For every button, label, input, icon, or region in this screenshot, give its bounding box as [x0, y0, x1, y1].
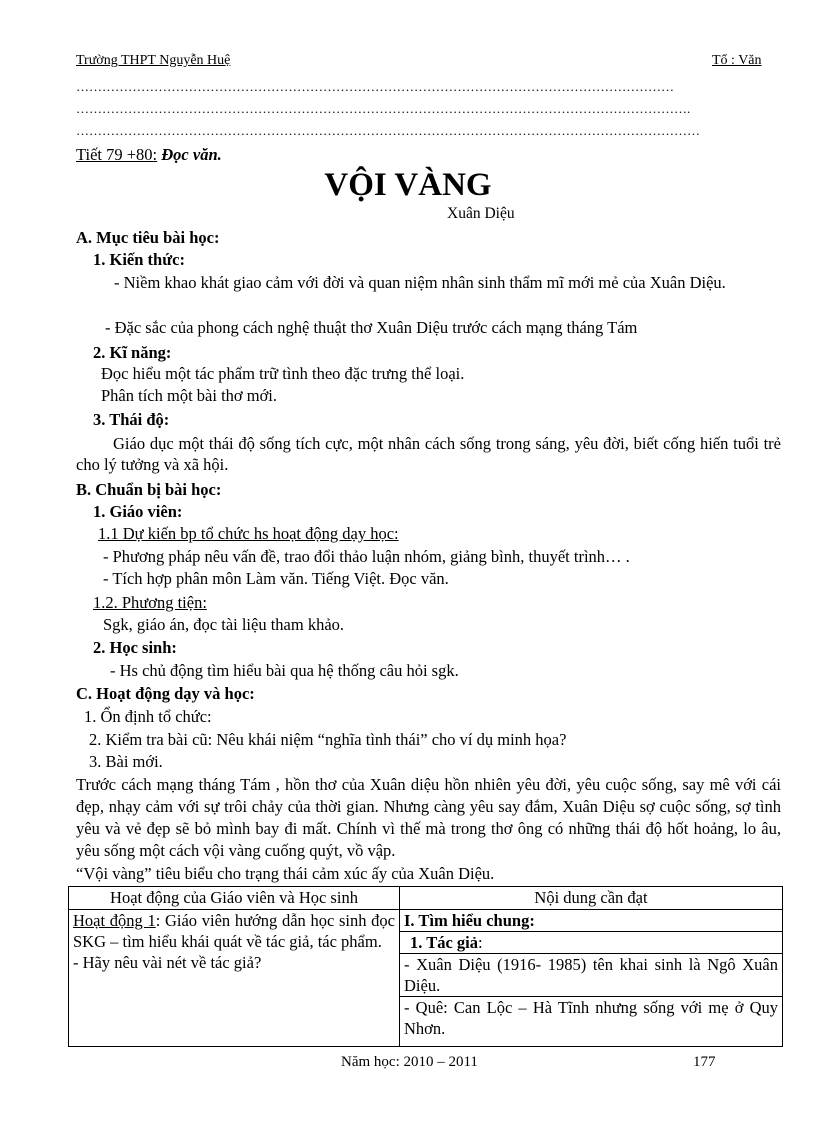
- student-item-1: - Hs chủ động tìm hiểu bài qua hệ thống câu hỏi sgk.: [110, 661, 459, 680]
- col-content-header: Nội dung cần đạt: [400, 887, 783, 910]
- col-activities-header: Hoạt động của Giáo viên và Học sinh: [69, 887, 400, 910]
- attitude-item-1: Giáo dục một thái độ sống tích cực, một nhân cách sống trong sáng, yêu đời, biết cống hiến tuổi trẻ cho lý tưởng và xã hội.: [76, 434, 781, 474]
- poem-title: VỘI VÀNG: [324, 167, 492, 203]
- dotted-line-1: …………………………………………………………………………………………………………………………: [76, 80, 674, 94]
- section-c-heading: C. Hoạt động dạy và học:: [76, 684, 255, 703]
- teacher-plan-heading: 1.1 Dự kiến bp tổ chức hs hoạt động dạy học:: [98, 524, 399, 543]
- poem-author: Xuân Diệu: [447, 205, 515, 222]
- lesson-subject: Đọc văn.: [161, 145, 222, 164]
- content-cell: [400, 910, 783, 1047]
- table-header-row: [69, 887, 783, 910]
- knowledge-heading: 1. Kiến thức:: [93, 250, 185, 269]
- content-item-1: - Xuân Diệu (1916- 1985) tên khai sinh là Ngô Xuân Diệu.: [400, 954, 782, 997]
- section-b-heading: B. Chuẩn bị bài học:: [76, 480, 222, 499]
- teacher-plan-item-2: - Tích hợp phân môn Làm văn. Tiếng Việt. Đọc văn.: [103, 569, 449, 588]
- attitude-heading: 3. Thái độ:: [93, 410, 170, 429]
- intro-paragraph: Trước cách mạng tháng Tám , hồn thơ của Xuân diệu hồn nhiên yêu đời, yêu cuộc sống, say mê với cái đẹp, nhạy cảm với sự trôi chảy của thời gian. Nhưng càng yêu say đắm, Xuân Diệu sợ cuộc sống, sợ tình yêu và vẻ đẹp sẽ bỏ mình bay đi mất. Chính vì thế mà trong thơ ông có những thái độ hốt hoảng, lo âu, yêu sống một cách vội vàng cuống quýt, vồ vập.: [76, 775, 781, 860]
- author-subheading: 1. Tác giả: [410, 933, 478, 952]
- step-1: 1. Ổn định tổ chức:: [84, 707, 212, 726]
- skills-heading: 2. Kĩ năng:: [93, 343, 172, 362]
- knowledge-item-2: - Đặc sắc của phong cách nghệ thuật thơ Xuân Diệu trước cách mạng tháng Tám: [105, 318, 638, 337]
- step-3: 3. Bài mới.: [89, 752, 163, 771]
- activity-question: - Hãy nêu vài nét về tác giả?: [73, 953, 262, 972]
- content-item-2: - Quê: Can Lộc – Hà Tĩnh nhưng sống với mẹ ở Quy Nhơn.: [404, 998, 778, 1038]
- teacher-plan-item-1: - Phương pháp nêu vấn đề, trao đổi thảo luận nhóm, giảng bình, thuyết trình… .: [103, 547, 630, 566]
- teacher-tools-heading: 1.2. Phương tiện:: [93, 593, 207, 612]
- activity-label: Hoạt động 1: [73, 911, 156, 930]
- content-heading: I. Tìm hiểu chung:: [400, 910, 782, 932]
- lesson-period: [76, 145, 222, 165]
- dotted-line-3: ………………………………………………………………………………………………………………………………: [76, 124, 700, 138]
- intro-closing: “Vội vàng” tiêu biểu cho trạng thái cảm xúc ấy của Xuân Diệu.: [76, 864, 495, 883]
- activity-table: [68, 886, 783, 1047]
- table-row: [69, 910, 783, 1047]
- student-heading: 2. Học sinh:: [93, 638, 177, 657]
- teacher-tools-item-1: Sgk, giáo án, đọc tài liệu tham khảo.: [103, 615, 345, 634]
- skills-item-1: Đọc hiểu một tác phẩm trữ tình theo đặc trưng thể loại.: [101, 364, 465, 383]
- period-label: Tiết 79 +80:: [76, 145, 158, 164]
- section-a-heading: A. Mục tiêu bài học:: [76, 228, 220, 247]
- step-2: 2. Kiểm tra bài cũ: Nêu khái niệm “nghĩa tình thái” cho ví dụ minh họa?: [89, 730, 567, 749]
- page-number: 177: [693, 1054, 716, 1070]
- knowledge-item-1: - Niềm khao khát giao cảm với đời và quan niệm nhân sinh thẩm mĩ mới mẻ của Xuân Diệu.: [114, 273, 726, 292]
- skills-item-2: Phân tích một bài thơ mới.: [101, 386, 278, 405]
- author-subheading-colon: :: [478, 933, 483, 952]
- teacher-heading: 1. Giáo viên:: [93, 502, 183, 521]
- activity-text: : Giáo viên hướng dẫn học sinh đọc SKG – tìm hiểu khái quát về tác giả, tác phẩm.: [73, 911, 395, 951]
- activity-cell: [69, 910, 400, 1047]
- dotted-line-2: …………………………………………………………………………………………………………………………….: [76, 102, 691, 116]
- content-subheading: [400, 932, 782, 954]
- school-year: Năm học: 2010 – 2011: [341, 1054, 478, 1070]
- school-name: Trường THPT Nguyễn Huệ: [76, 53, 231, 68]
- department: Tổ : Văn: [712, 53, 762, 68]
